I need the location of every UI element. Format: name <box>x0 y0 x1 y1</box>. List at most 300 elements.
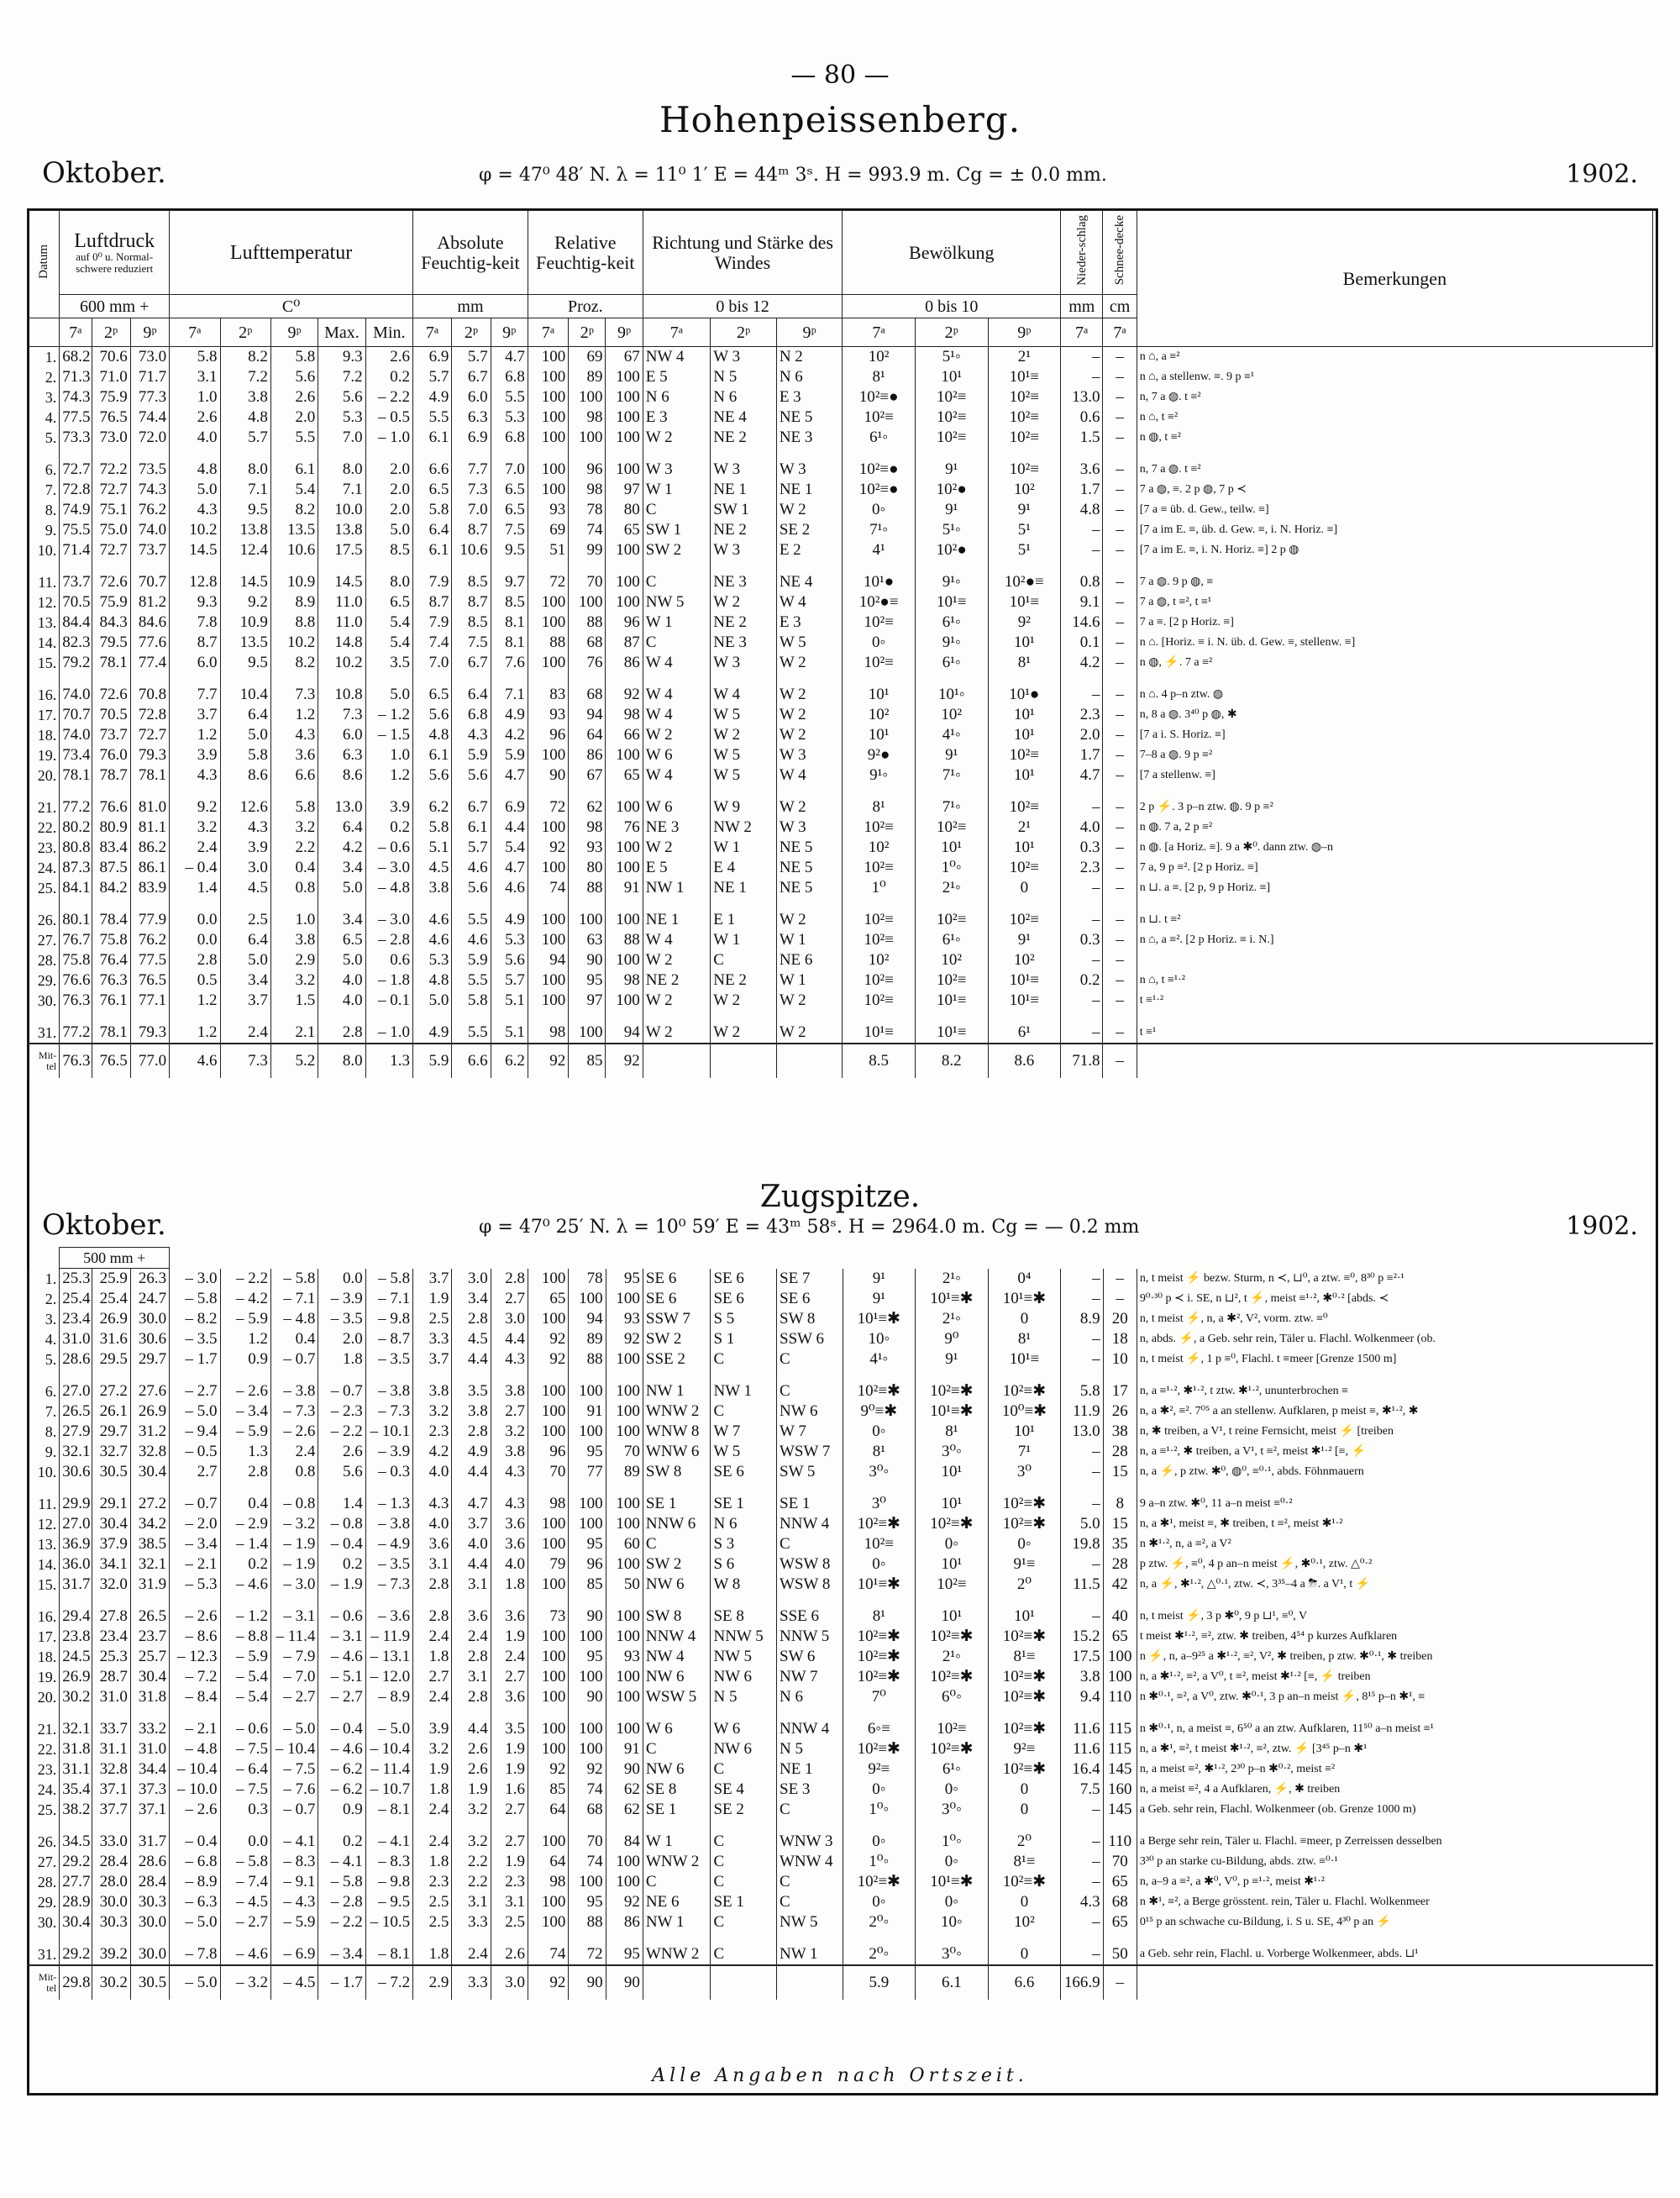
hp-cell: 70.8 <box>130 685 169 705</box>
zs-cell: SE 7 <box>777 1269 843 1290</box>
hp-cell: – 0.1 <box>365 991 412 1011</box>
hp-cell: 98 <box>606 705 643 725</box>
zs-cell: – 5.9 <box>220 1647 270 1667</box>
hp-cell: 100 <box>528 991 568 1011</box>
zs-cell: – 10.4 <box>170 1759 220 1780</box>
zs-cell: 0.4 <box>270 1329 318 1349</box>
zs-cell: – 0.7 <box>270 1349 318 1370</box>
hp-cell: 5.0 <box>365 685 412 705</box>
zs-cell: SW 8 <box>777 1309 843 1329</box>
zs-mean-cell <box>777 1965 843 2000</box>
zs-gap-cell <box>413 1370 452 1381</box>
hp-cell: 0.2 <box>365 818 412 838</box>
hp-cell: 5.6 <box>413 705 452 725</box>
zs-cell: – 2.1 <box>170 1719 220 1739</box>
hp-cell: 5.6 <box>270 367 318 387</box>
zs-cell: n, a–9 a ≡², a ✱⁰, V⁰, p ≡¹·², meist ✱¹·² <box>1137 1872 1653 1892</box>
hp-cell: 0.2 <box>365 367 412 387</box>
zs-cell: 100 <box>569 1422 606 1442</box>
zs-year: 1902. <box>1566 1212 1638 1241</box>
zs-cell: 31.1 <box>60 1759 92 1780</box>
hp-cell: 98 <box>569 480 606 500</box>
zs-cell: SE 1 <box>643 1800 711 1820</box>
hp-cell: 9.5 <box>491 540 528 560</box>
hp-cell: 5¹ <box>988 520 1061 540</box>
zs-cell: 2.5 <box>413 1309 452 1329</box>
zs-gap-cell <box>92 1932 130 1944</box>
zs-cell: 100 <box>606 1381 643 1401</box>
hp-cell: 10²≡ <box>915 387 988 408</box>
hp-cell: NW 2 <box>711 818 777 838</box>
hp-cell: 74.9 <box>60 500 92 520</box>
hp-gap-cell <box>606 898 643 910</box>
zs-cell: 95 <box>606 1944 643 1965</box>
zs-cell: 36.0 <box>60 1554 92 1575</box>
hp-gap-cell <box>92 786 130 797</box>
zs-table <box>27 1247 1653 2000</box>
hp-cell: – <box>1103 1023 1137 1044</box>
hp-cell: 10.9 <box>220 613 270 633</box>
hp-cell: 4.6 <box>452 930 491 950</box>
zs-table-row <box>28 1606 1654 1627</box>
hp-table-row <box>28 950 1653 970</box>
hp-cell: 5.9 <box>452 745 491 765</box>
zs-cell: 29.7 <box>92 1422 130 1442</box>
hp-cell: 9¹ <box>915 745 988 765</box>
hp-cell: 96 <box>528 725 568 745</box>
hp-cell: 3.7 <box>220 991 270 1011</box>
zs-cell: 31.9 <box>130 1575 169 1595</box>
hp-cell: 100 <box>606 592 643 613</box>
hp-table-row <box>28 367 1653 387</box>
hp-gap-cell <box>130 898 169 910</box>
hp-cell: 0◦ <box>843 633 916 653</box>
zs-cell: – 0.6 <box>220 1719 270 1739</box>
hp-cell: 9²● <box>843 745 916 765</box>
zs-cell: 100 <box>1103 1667 1137 1687</box>
zs-cell: – 5.4 <box>220 1687 270 1707</box>
hp-cell: 4.5 <box>413 858 452 878</box>
zs-gap-cell <box>711 1707 777 1719</box>
hp-cell: 10²≡ <box>988 428 1061 448</box>
zs-gap-cell <box>92 1820 130 1832</box>
hp-cell: W 3 <box>711 653 777 673</box>
hp-cell: 4. <box>28 408 60 428</box>
hp-cell: 10²●≡ <box>843 592 916 613</box>
zs-cell: 27.2 <box>130 1494 169 1514</box>
hp-cell: – <box>1061 991 1103 1011</box>
hp-cell: 72.7 <box>130 725 169 745</box>
zs-gap-cell <box>1061 1820 1103 1832</box>
zs-cell: 4.2 <box>413 1442 452 1462</box>
hp-cell: 96 <box>569 460 606 480</box>
zs-cell: a Berge sehr rein, Täler u. Flachl. ≡meer, p Zerreissen desselben <box>1137 1832 1653 1852</box>
zs-cell: N 6 <box>711 1514 777 1534</box>
hp-cell: W 2 <box>776 910 843 930</box>
hp-cell: 76.0 <box>92 745 130 765</box>
zs-cell: 65 <box>1103 1872 1137 1892</box>
zs-cell: 2.8 <box>413 1575 452 1595</box>
zs-cell: 0 <box>988 1800 1061 1820</box>
hp-cell: – 1.0 <box>365 428 412 448</box>
hp-cell: n ◍, ⚡. 7 a ≡² <box>1137 653 1652 673</box>
zs-mean-cell: – 7.2 <box>365 1965 412 2000</box>
hp-gap-cell <box>606 1011 643 1023</box>
hp-cell: 29. <box>28 970 60 991</box>
hp-cell: 98 <box>528 1023 568 1044</box>
zs-gap-cell <box>270 1595 318 1606</box>
zs-gap-cell <box>569 1482 606 1494</box>
zs-table-row <box>28 1852 1654 1872</box>
zs-cell: – 11.4 <box>365 1759 412 1780</box>
hp-gap-cell <box>92 898 130 910</box>
hp-gap-cell <box>60 1011 92 1023</box>
hp-cell: W 2 <box>711 991 777 1011</box>
zs-gap-cell <box>220 1820 270 1832</box>
zs-gap-cell <box>365 1820 412 1832</box>
hp-cell: 6.9 <box>452 428 491 448</box>
hp-cell: 14.5 <box>220 572 270 592</box>
hp-table-row <box>28 540 1653 560</box>
zs-cell: SW 2 <box>643 1554 711 1575</box>
hp-sub: 7ᵃ <box>170 318 220 347</box>
hp-cell: 2.3 <box>1061 858 1103 878</box>
hp-cell: 9.7 <box>491 572 528 592</box>
hp-cell: 1.0 <box>270 910 318 930</box>
zs-cell: – 5.1 <box>318 1667 365 1687</box>
hp-cell: W 2 <box>643 838 711 858</box>
zs-cell: 23. <box>28 1759 60 1780</box>
hp-table-row <box>28 480 1653 500</box>
hp-cell: 6.3 <box>318 745 365 765</box>
zs-cell: WNW 3 <box>777 1832 843 1852</box>
hp-cell: 28. <box>28 950 60 970</box>
hp-cell: 7.6 <box>491 653 528 673</box>
zs-mean-cell: 6.1 <box>916 1965 989 2000</box>
zs-cell: n, a ✱², ≡². 7⁰⁵ a an stellenw. Aufklaren, p meist ≡, ✱¹·², ✱ <box>1137 1401 1653 1422</box>
hp-gap-cell <box>528 448 568 460</box>
hp-mean-cell <box>1137 1044 1652 1078</box>
zs-cell: – 3.0 <box>270 1575 318 1595</box>
zs-cell: 10²≡✱ <box>916 1627 989 1647</box>
hp-cell: 4.4 <box>491 818 528 838</box>
zs-cell: – 1.3 <box>365 1494 412 1514</box>
zs-table-row <box>28 1647 1654 1667</box>
hp-gap-cell <box>711 560 777 572</box>
hp-cell: 0.6 <box>365 950 412 970</box>
hp-table-row <box>28 520 1653 540</box>
hp-cell: N 2 <box>776 347 843 368</box>
hp-mean-cell: 7.3 <box>220 1044 270 1078</box>
zs-table-row <box>28 1442 1654 1462</box>
hp-cell: 5.4 <box>491 838 528 858</box>
zs-cell: 21. <box>28 1719 60 1739</box>
zs-cell: 4.5 <box>452 1329 491 1349</box>
zs-cell: 100 <box>606 1554 643 1575</box>
zs-gap-cell <box>452 1932 491 1944</box>
zs-cell: 3.8 <box>491 1442 528 1462</box>
zs-cell: – 6.8 <box>170 1852 220 1872</box>
zs-cell: n ✱¹·², n, a ≡², a V² <box>1137 1534 1653 1554</box>
zs-cell: 92 <box>569 1759 606 1780</box>
hp-cell: 7.3 <box>452 480 491 500</box>
hp-cell: 86.2 <box>130 838 169 858</box>
hp-cell: 73.0 <box>130 347 169 368</box>
hp-cell: – <box>1103 633 1137 653</box>
zs-cell: n, a ⚡, p ztw. ✱⁰, ◍⁰, ≡⁰·¹, abds. Föhnmauern <box>1137 1462 1653 1482</box>
zs-cell: NW 5 <box>777 1912 843 1932</box>
hp-cell: 0.0 <box>170 910 220 930</box>
zs-cell: 23.7 <box>130 1627 169 1647</box>
zs-cell: – 4.8 <box>170 1739 220 1759</box>
hp-cell: E 3 <box>776 613 843 633</box>
zs-cell: NE 1 <box>777 1759 843 1780</box>
hp-cell: 100 <box>528 480 568 500</box>
hp-cell: 87 <box>606 633 643 653</box>
hp-cell: 6.0 <box>170 653 220 673</box>
hp-cell: 76.1 <box>92 991 130 1011</box>
zs-row-gap <box>28 1820 1654 1832</box>
zs-cell: 2.7 <box>491 1800 528 1820</box>
hp-gap-cell <box>643 898 711 910</box>
zs-cell: 10²≡✱ <box>916 1514 989 1534</box>
zs-cell: 3⁰◦ <box>916 1442 989 1462</box>
hp-table-row <box>28 1023 1653 1044</box>
hp-gap-cell <box>130 673 169 685</box>
zs-cell: n ✱⁰·¹, ≡², a V⁰, ztw. ✱⁰·¹, 3 p an–n meist ⚡, 8¹⁵ p–n ✱¹, ≡ <box>1137 1687 1653 1707</box>
hp-cell: C <box>643 500 711 520</box>
zs-cell: 28 <box>1103 1554 1137 1575</box>
hp-cell: 9.1 <box>1061 592 1103 613</box>
zs-cell: 17. <box>28 1627 60 1647</box>
zs-table-body <box>28 1269 1654 2001</box>
hp-cell: [7 a im E. ≡, üb. d. Gew. ≡, i. N. Horiz. ≡] <box>1137 520 1652 540</box>
zs-cell: – 7.4 <box>220 1872 270 1892</box>
hp-cell: 2.5 <box>220 910 270 930</box>
hp-cell: 84.1 <box>60 878 92 898</box>
zs-cell: 25.4 <box>60 1289 92 1309</box>
hp-gap-cell <box>643 448 711 460</box>
zs-gap-cell <box>643 1595 711 1606</box>
hp-gap-cell <box>988 786 1061 797</box>
zs-cell: SE 6 <box>777 1289 843 1309</box>
zs-cell: 100 <box>569 1739 606 1759</box>
zs-cell: C <box>711 1912 777 1932</box>
hp-cell: 90 <box>569 950 606 970</box>
hp-cell: 3.7 <box>170 705 220 725</box>
hp-cell: 10²≡ <box>915 910 988 930</box>
hp-gap-cell <box>28 673 60 685</box>
hp-th-datum: Datum <box>28 211 60 318</box>
hp-cell: 1.2 <box>170 1023 220 1044</box>
hp-cell: 5.3 <box>491 408 528 428</box>
hp-cell: 7 a ≡. [2 p Horiz. ≡] <box>1137 613 1652 633</box>
zs-cell: 90 <box>606 1759 643 1780</box>
zs-cell: – 3.8 <box>270 1381 318 1401</box>
hp-cell: 13.0 <box>318 797 365 818</box>
hp-gap-cell <box>170 898 220 910</box>
zs-cell: – 2.6 <box>170 1800 220 1820</box>
zs-gap-cell <box>220 1595 270 1606</box>
hp-cell: 78.7 <box>92 765 130 786</box>
zs-table-row <box>28 1739 1654 1759</box>
hp-cell: 8.7 <box>413 592 452 613</box>
hp-cell: 8.5 <box>365 540 412 560</box>
zs-cell: 96 <box>569 1554 606 1575</box>
hp-cell: 8.5 <box>452 613 491 633</box>
zs-cell: 10²≡ <box>843 1534 916 1554</box>
hp-table-row <box>28 991 1653 1011</box>
hp-cell: 93 <box>569 838 606 858</box>
zs-cell: – 3.5 <box>318 1309 365 1329</box>
zs-cell: 31.0 <box>130 1739 169 1759</box>
hp-cell: 93 <box>528 705 568 725</box>
zs-mean-cell: 90 <box>569 1965 606 2000</box>
hp-cell: 2.8 <box>170 950 220 970</box>
hp-cell: 68 <box>569 633 606 653</box>
hp-cell: 10² <box>988 950 1061 970</box>
hp-cell: 5.0 <box>220 725 270 745</box>
zs-cell: 74 <box>528 1944 569 1965</box>
hp-cell: 77.4 <box>130 653 169 673</box>
zs-gap-cell <box>452 1820 491 1832</box>
zs-cell: 2.4 <box>491 1647 528 1667</box>
zs-cell: 3.8 <box>452 1401 491 1422</box>
zs-cell: 23.4 <box>60 1309 92 1329</box>
hp-cell: 74.0 <box>60 725 92 745</box>
zs-cell: 2.8 <box>452 1309 491 1329</box>
zs-cell: – 7.6 <box>270 1780 318 1800</box>
hp-cell: SW 2 <box>643 540 711 560</box>
hp-cell: 100 <box>606 797 643 818</box>
hp-cell: E 4 <box>711 858 777 878</box>
zs-cell: SSW 6 <box>777 1329 843 1349</box>
hp-cell: 5.0 <box>365 520 412 540</box>
zs-cell: C <box>643 1739 711 1759</box>
zs-cell: – 1.9 <box>270 1554 318 1575</box>
hp-sub: 9ᵖ <box>988 318 1061 347</box>
hp-cell: – 3.0 <box>365 858 412 878</box>
hp-cell: 1.2 <box>170 991 220 1011</box>
hp-cell: W 4 <box>776 592 843 613</box>
zs-cell: 4.0 <box>413 1514 452 1534</box>
hp-cell: 2¹ <box>988 347 1061 368</box>
hp-cell: 10¹ <box>988 838 1061 858</box>
zs-table-row <box>28 1627 1654 1647</box>
hp-cell: 0.3 <box>1061 930 1103 950</box>
zs-cell: 0.9 <box>318 1800 365 1820</box>
zs-gap-cell <box>1061 1707 1103 1719</box>
hp-gap-cell <box>413 673 452 685</box>
zs-cell: SW 8 <box>643 1606 711 1627</box>
hp-cell: 10² <box>988 480 1061 500</box>
zs-cell: – 6.9 <box>270 1944 318 1965</box>
hp-cell: 10¹≡ <box>915 991 988 1011</box>
zs-gap-cell <box>28 1370 60 1381</box>
hp-cell: – <box>1103 480 1137 500</box>
zs-cell: – 2.2 <box>318 1422 365 1442</box>
hp-cell: 4.5 <box>220 878 270 898</box>
hp-table-row <box>28 460 1653 480</box>
zs-gap-cell <box>569 1707 606 1719</box>
hp-cell: NE 4 <box>776 572 843 592</box>
zs-cell: 4.0 <box>452 1534 491 1554</box>
zs-cell: 0.0 <box>220 1832 270 1852</box>
hp-cell: 73.7 <box>130 540 169 560</box>
hp-cell: 6.5 <box>318 930 365 950</box>
zs-mean-cell: 166.9 <box>1061 1965 1103 2000</box>
hp-cell: 74 <box>569 520 606 540</box>
zs-gap-cell <box>28 1482 60 1494</box>
zs-cell: 3.1 <box>491 1892 528 1912</box>
zs-gap-cell <box>365 1707 412 1719</box>
hp-cell: 0.1 <box>1061 633 1103 653</box>
hp-cell: 5.3 <box>413 950 452 970</box>
hp-cell: 7 a, 9 p ≡². [2 p Horiz. ≡] <box>1137 858 1652 878</box>
zs-cell: – 1.7 <box>170 1349 220 1370</box>
hp-gap-cell <box>130 786 169 797</box>
zs-cell: 37.9 <box>92 1534 130 1554</box>
zs-cell: NW 7 <box>777 1667 843 1687</box>
hp-cell: 62 <box>569 797 606 818</box>
hp-cell: 7 a ◍. 9 p ◍, ≡ <box>1137 572 1652 592</box>
zs-cell: 50 <box>1103 1944 1137 1965</box>
zs-cell: 20 <box>1103 1309 1137 1329</box>
zs-gap-cell <box>413 1707 452 1719</box>
zs-cell: NNW 6 <box>643 1514 711 1534</box>
hp-cell: 7.0 <box>452 500 491 520</box>
hp-cell: E 3 <box>643 408 711 428</box>
hp-cell: 10²≡ <box>988 858 1061 878</box>
hp-cell: 4.8 <box>413 970 452 991</box>
hp-sub: 2ᵖ <box>92 318 130 347</box>
zs-cell: 4.3 <box>491 1462 528 1482</box>
hp-cell: E 3 <box>776 387 843 408</box>
zs-gap-cell <box>606 1707 643 1719</box>
hp-cell: 5.1 <box>491 1023 528 1044</box>
zs-cell: 8. <box>28 1422 60 1442</box>
hp-cell: 14.6 <box>1061 613 1103 633</box>
zs-cell: 0 <box>988 1780 1061 1800</box>
hp-cell: SW 1 <box>711 500 777 520</box>
zs-gap-cell <box>92 1707 130 1719</box>
zs-cell: NW 6 <box>643 1759 711 1780</box>
hp-cell: 100 <box>606 572 643 592</box>
zs-cell: 1.4 <box>318 1494 365 1514</box>
zs-cell: – 8.4 <box>170 1687 220 1707</box>
zs-cell: 28 <box>1103 1442 1137 1462</box>
zs-cell: 10 <box>1103 1349 1137 1370</box>
zs-cell: 100 <box>569 1667 606 1687</box>
zs-cell: – 8.2 <box>170 1309 220 1329</box>
zs-cell: 27.6 <box>130 1381 169 1401</box>
hp-table-row <box>28 745 1653 765</box>
zs-cell: 92 <box>528 1329 569 1349</box>
hp-gap-cell <box>1103 786 1137 797</box>
hp-cell: 5.6 <box>452 765 491 786</box>
zs-cell: 62 <box>606 1780 643 1800</box>
hp-unit-luftdruck: 600 mm + <box>60 295 170 318</box>
hp-cell: 73.7 <box>60 572 92 592</box>
hp-cell: 7¹◦ <box>915 765 988 786</box>
hp-gap-cell <box>365 786 412 797</box>
hp-cell: 9.3 <box>170 592 220 613</box>
hp-cell: 79.3 <box>130 1023 169 1044</box>
zs-cell: 26.1 <box>92 1401 130 1422</box>
hp-sub: 7ᵃ <box>1061 318 1103 347</box>
hp-cell: 12.8 <box>170 572 220 592</box>
zs-cell: 10¹≡ <box>988 1349 1061 1370</box>
